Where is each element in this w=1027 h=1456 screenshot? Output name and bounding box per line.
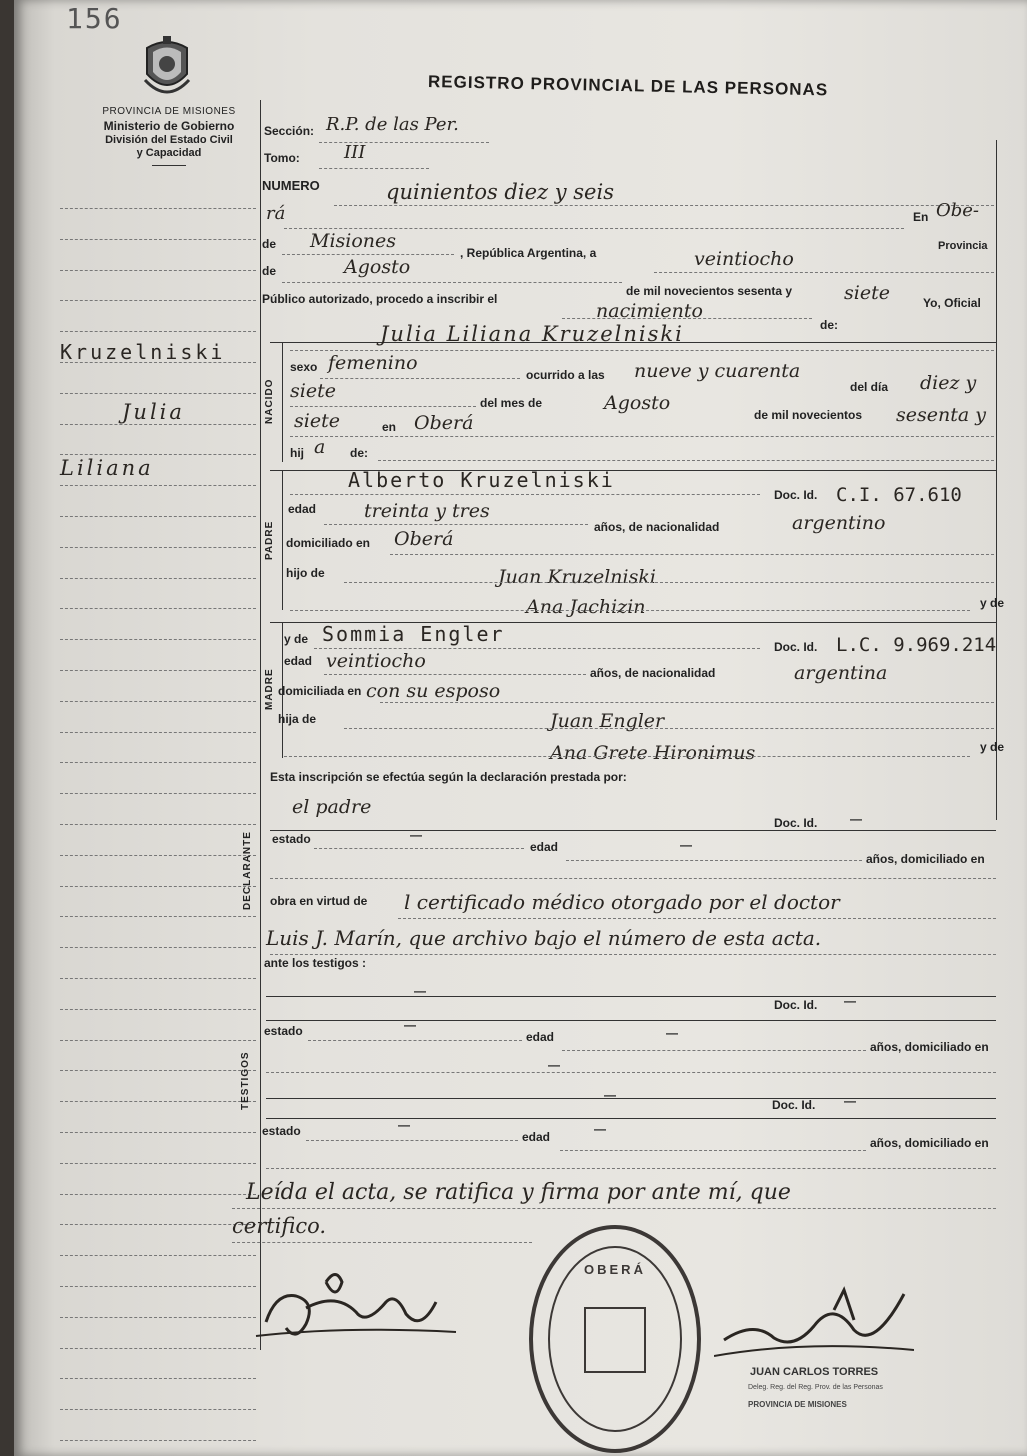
paternal-grandfather: Juan Kruzelniski [498, 566, 656, 588]
mother-hija-label: hija de [278, 712, 317, 726]
obra-value-1: l certificado médico otorgado por el doctor [404, 890, 840, 914]
witness1-name-dash: — [414, 984, 426, 998]
mother-docid-value: L.C. 9.969.214 [836, 634, 997, 656]
tomo-line [319, 168, 429, 169]
closing-line-1: Leída el acta, se ratifica y firma por ante mí, que [246, 1180, 791, 1205]
father-edad-label: edad [288, 502, 317, 516]
father-edad-line [324, 524, 588, 525]
margin-rule-line [60, 670, 256, 671]
declarante-dom-line [270, 878, 996, 879]
paternal-grandmother: Ana Jachizin [526, 596, 646, 618]
margin-rule-line [60, 1224, 256, 1225]
margin-rule-line [60, 824, 256, 825]
declarante-estado-value: — [410, 828, 422, 842]
witness2-dom-line [266, 1168, 996, 1169]
nacido-side-border [282, 342, 283, 462]
margin-rule-line [60, 886, 256, 887]
father-dom-value: Oberá [394, 528, 454, 550]
en-value: Obe- [936, 200, 980, 221]
republic-label: , República Argentina, a [460, 246, 597, 260]
mother-docid-label: Doc. Id. [774, 640, 818, 654]
margin-rule-line [60, 793, 256, 794]
sexo-label: sexo [290, 360, 318, 374]
margin-rule-line [60, 393, 256, 394]
margin-rule-line [60, 1409, 256, 1410]
father-nac-label: años, de nacionalidad [594, 520, 720, 534]
witness1-docid-label: Doc. Id. [774, 998, 818, 1012]
margin-rule-line [60, 1255, 256, 1256]
child-name-line [290, 350, 994, 351]
witness2-rule [266, 1118, 996, 1119]
witness2-edad-dash: — [594, 1122, 606, 1136]
mes-label: del mes de [480, 396, 543, 410]
margin-rule-line [60, 1286, 256, 1287]
mother-yde-label: y de [284, 632, 309, 646]
margin-rule-line [60, 1009, 256, 1010]
main-right-border [996, 140, 997, 820]
margin-rule-line [60, 300, 256, 301]
margin-rule-line [60, 1317, 256, 1318]
margin-rule-line [60, 701, 256, 702]
officer-title: Deleg. Reg. del Reg. Prov. de las Personas [748, 1384, 883, 1391]
day-value: veintiocho [694, 248, 794, 270]
margin-rule-line [60, 485, 256, 486]
margin-rule-line [60, 208, 256, 209]
maternal-grandmother-line [284, 756, 970, 757]
declarante-edad-value: — [680, 838, 692, 852]
witness2-top-rule [266, 1098, 996, 1099]
father-docid-value: C.I. 67.610 [836, 484, 962, 506]
officer-province: PROVINCIA DE MISIONES [748, 1400, 847, 1409]
de3-label: de: [820, 318, 838, 332]
officer-name: JUAN CARLOS TORRES [750, 1366, 879, 1378]
witness2-estado-dash: — [398, 1118, 410, 1132]
witness2-edad-line [560, 1150, 866, 1151]
header-rule [152, 165, 186, 166]
mother-dom-value: con su esposo [366, 680, 501, 702]
mother-yde2-label: y de [980, 740, 1005, 754]
witness1-dom-dash: — [548, 1058, 560, 1072]
margin-rule-line [60, 1163, 256, 1164]
padre-section-label: PADRE [264, 520, 275, 560]
declarante-edad-line [566, 860, 862, 861]
witness1-dom-line [266, 1072, 996, 1073]
page-number: 156 [66, 2, 123, 35]
declarante-value: el padre [292, 796, 372, 818]
margin-rule-line [60, 1132, 256, 1133]
witness2-name-dash: — [604, 1088, 616, 1102]
mother-edad-line [324, 674, 586, 675]
declarante-estado-line [314, 848, 524, 849]
declarante-docid-label: Doc. Id. [774, 816, 818, 830]
margin-rule-line [60, 978, 256, 979]
act-line [562, 318, 812, 319]
declarant-signature [246, 1262, 466, 1352]
testigos-intro: ante los testigos : [264, 956, 367, 970]
declarante-section-label: DECLARANTE [242, 831, 253, 910]
witness1-estado-dash: — [404, 1018, 416, 1032]
father-nac-value: argentino [792, 512, 886, 534]
province-name: PROVINCIA DE MISIONES [102, 106, 236, 117]
witness2-estado-label: estado [262, 1124, 301, 1138]
margin-rule-line [60, 516, 256, 517]
grandmother-line [290, 610, 970, 611]
witness1-top-rule [266, 996, 996, 997]
margin-rule-line [60, 1378, 256, 1379]
margin-rule-line [60, 547, 256, 548]
en-birth-label: en [382, 420, 397, 434]
mother-hija-line [344, 728, 994, 729]
official-stamp-icon [527, 1222, 703, 1456]
city-end-value: rá [266, 203, 286, 224]
margin-rule-line [60, 1194, 256, 1195]
father-dom-line [390, 554, 994, 555]
mother-edad-value: veintiocho [326, 650, 426, 672]
father-edad-value: treinta y tres [364, 500, 490, 522]
margin-rule-line [60, 762, 256, 763]
obra-line-2 [270, 954, 996, 955]
birth-year-value: sesenta y [896, 404, 986, 426]
province-value: Misiones [310, 230, 397, 252]
margin-rule-line [60, 1348, 256, 1349]
witness2-dom-label: años, domiciliado en [870, 1136, 989, 1150]
mother-nac-label: años, de nacionalidad [590, 666, 716, 680]
father-hijo-label: hijo de [286, 566, 325, 580]
sexo-value: femenino [328, 352, 418, 374]
publico-label: Público autorizado, procedo a inscribir el [262, 292, 498, 306]
month-value: Agosto [344, 256, 411, 278]
testigos-section-label: TESTIGOS [240, 1051, 251, 1110]
birth-place-line [290, 436, 994, 437]
seccion-label: Sección: [264, 124, 315, 138]
father-docid-label: Doc. Id. [774, 488, 818, 502]
margin-rule-line [60, 947, 256, 948]
declarante-estado-label: estado [272, 832, 311, 846]
time-value: nueve y cuarenta [634, 360, 801, 382]
birth-day-value: diez y [920, 372, 977, 394]
page-title: REGISTRO PROVINCIAL DE LAS PERSONAS [427, 72, 829, 100]
witness2-edad-label: edad [522, 1130, 551, 1144]
year-value: siete [844, 282, 890, 304]
margin-rule-line [60, 916, 256, 917]
margin-rule-line [60, 270, 256, 271]
birth-month-value: Agosto [604, 392, 671, 414]
declarante-intro: Esta inscripción se efectúa según la declaración prestada por: [270, 770, 627, 784]
mother-nac-value: argentina [794, 662, 888, 684]
margin-rule-line [60, 732, 256, 733]
maternal-grandfather: Juan Engler [550, 710, 665, 732]
witness1-edad-line [562, 1050, 866, 1051]
witness2-docid-label: Doc. Id. [772, 1098, 816, 1112]
tomo-value: III [344, 142, 366, 163]
margin-rule-line [60, 639, 256, 640]
birth-year-cont: siete [294, 410, 340, 432]
margin-rule-line [60, 239, 256, 240]
obra-value-2: Luis J. Marín, que archivo bajo el número de esta acta. [266, 926, 822, 950]
numero-line [334, 205, 994, 206]
child-name: Julia Liliana Kruzelniski [380, 322, 684, 346]
officer-signature [714, 1270, 914, 1380]
mother-dom-label: domiciliada en [278, 684, 362, 698]
closing-line-2-rule [232, 1242, 532, 1243]
obra-label: obra en virtud de [270, 894, 368, 908]
margin-first-name: Julia [122, 400, 185, 424]
declarante-docid-value: — [850, 812, 862, 826]
de-label: de [262, 237, 277, 251]
capacity-name: y Capacidad [136, 147, 202, 160]
birth-day-cont: siete [290, 380, 336, 402]
mother-dom-line [380, 702, 994, 703]
de2-label: de [262, 264, 277, 278]
mother-name: Sommia Engler [322, 622, 505, 646]
margin-rule-line [60, 578, 256, 579]
city-line [284, 228, 904, 229]
witness1-rule [266, 1020, 996, 1021]
father-hijo-line [344, 582, 994, 583]
obra-line-1 [398, 918, 996, 919]
day-line [654, 272, 994, 273]
mother-name-line [314, 648, 760, 649]
main-left-border [260, 100, 261, 1350]
province-line [282, 254, 454, 255]
mother-edad-label: edad [284, 654, 313, 668]
deldia-label: del día [850, 380, 889, 394]
numero-label: NUMERO [262, 178, 320, 193]
witness1-estado-label: estado [264, 1024, 303, 1038]
birth-place-value: Oberá [414, 412, 474, 434]
witness1-estado-line [308, 1040, 522, 1041]
sexo-line [320, 378, 520, 379]
register-page [14, 0, 1027, 1456]
witness1-docid-value: — [844, 994, 856, 1008]
margin-second-name: Liliana [60, 456, 154, 480]
provincia-label: Provincia [938, 240, 988, 252]
hij-line [378, 460, 994, 461]
tomo-label: Tomo: [264, 151, 300, 165]
ocurrido-label: ocurrido a las [526, 368, 605, 382]
year-label: de mil novecientos sesenta y [626, 284, 793, 298]
stamp-top-text: OBERÁ [584, 1262, 646, 1277]
declarante-edad-label: edad [530, 840, 559, 854]
office-header [64, 106, 274, 166]
margin-rule-line [60, 608, 256, 609]
margin-rule-line [60, 855, 256, 856]
act-value: nacimiento [596, 300, 703, 322]
closing-line-1-rule [232, 1208, 996, 1209]
declarante-rule [270, 830, 996, 831]
numero-value: quinientos diez y seis [386, 180, 614, 204]
margin-rule-line [60, 1440, 256, 1441]
witness2-docid-value: — [844, 1094, 856, 1108]
margin-rule-line [60, 331, 256, 332]
witness2-estado-line [306, 1140, 518, 1141]
father-yde-label: y de [980, 596, 1005, 610]
margin-rule-line [60, 1101, 256, 1102]
hij-label: hij [290, 446, 304, 460]
en-label: En [913, 210, 929, 224]
father-name-line [290, 494, 760, 495]
padre-side-border [282, 470, 283, 610]
margin-surname: Kruzelniski [60, 340, 226, 364]
witness1-edad-label: edad [526, 1030, 555, 1044]
division-name: División del Estado Civil [105, 133, 233, 146]
yo-label: Yo, Oficial [923, 296, 981, 310]
declarante-dom-label: años, domiciliado en [866, 852, 985, 866]
closing-line-2: certifico. [232, 1214, 327, 1238]
ministry-name: Ministerio de Gobierno [103, 118, 235, 133]
father-dom-label: domiciliado en [286, 536, 371, 550]
madre-section-label: MADRE [264, 668, 275, 710]
nacido-section-label: NACIDO [264, 378, 275, 424]
witness1-dom-label: años, domiciliado en [870, 1040, 989, 1054]
birth-day-line [290, 406, 476, 407]
month-line [282, 282, 622, 283]
father-name: Alberto Kruzelniski [348, 468, 615, 492]
margin-rule-line [60, 1070, 256, 1071]
witness1-edad-dash: — [666, 1026, 678, 1040]
hij-de-label: de: [350, 446, 368, 460]
seccion-value: R.P. de las Per. [326, 114, 459, 135]
margin-rule-line [60, 1040, 256, 1041]
maternal-grandmother: Ana Grete Hironimus [550, 742, 756, 764]
birth-year-label: de mil novecientos [754, 408, 863, 422]
province-crest-icon [139, 34, 195, 98]
hij-value: a [314, 436, 326, 458]
